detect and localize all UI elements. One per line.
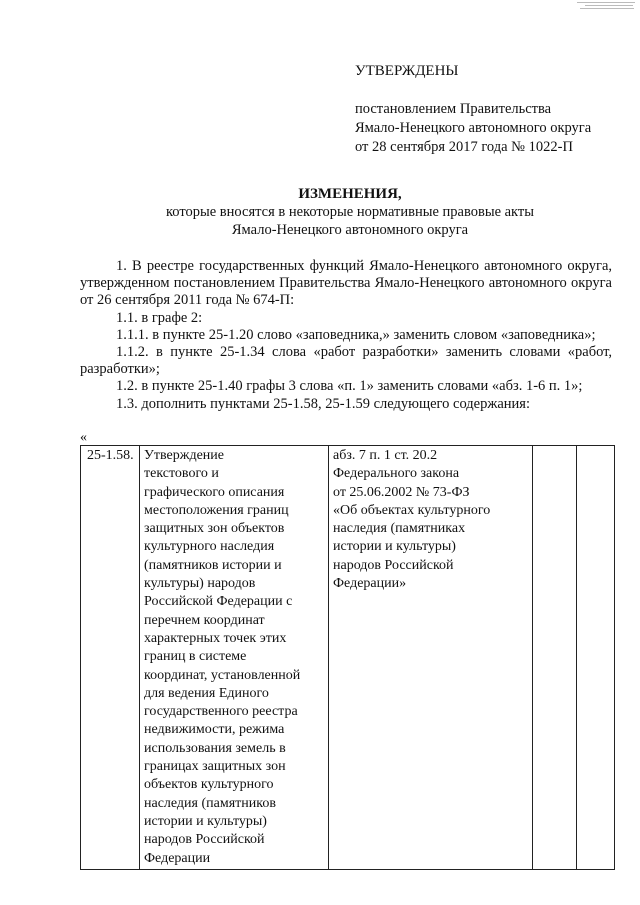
cell-line: Федерации [144, 850, 211, 866]
cell-line: культуры) народов [144, 576, 256, 592]
cell-line: недвижимости, режима [144, 722, 285, 738]
cell-line: абз. 7 п. 1 ст. 20.2 [333, 448, 438, 463]
cell-line: местоположения границ [144, 502, 289, 518]
opening-quote: « [80, 430, 87, 445]
cell-line: для ведения Единого [144, 685, 269, 701]
cell-line: Российской Федерации с [144, 594, 293, 610]
cell-line: от 25.06.2002 № 73-ФЗ [333, 484, 470, 500]
cell-line: границ в системе [144, 649, 247, 665]
cell-line: Федерации» [333, 576, 407, 592]
document-subtitle: которые вносятся в некоторые нормативные правовые акты [165, 204, 534, 220]
cell-function-name [140, 446, 329, 870]
cell-line: народов Российской [333, 557, 454, 573]
cell-empty [577, 446, 615, 870]
cell-line: границах защитных зон [144, 759, 286, 775]
cell-line: «Об объектах культурного [333, 502, 491, 518]
cell-line: использования земель в [144, 740, 286, 756]
cell-number: 25-1.58. [81, 446, 140, 870]
cell-line: истории и культуры) [144, 813, 267, 829]
cell-line: государственного реестра [144, 704, 298, 720]
approval-line: постановлением Правительства [355, 101, 552, 117]
cell-line: наследия (памятниках [333, 521, 466, 537]
cell-line: защитных зон объектов [144, 521, 285, 537]
cell-legal-basis [329, 446, 533, 870]
cell-line: культурного наследия [144, 539, 275, 555]
cell-line: текстового и [144, 466, 219, 482]
approval-heading: УТВЕРЖДЕНЫ [355, 63, 459, 79]
paragraph: 1.1.2. в пункте 25-1.34 слова «работ разработки» заменить словами «работ, разработки»; [80, 344, 612, 378]
cell-line: народов Российской [144, 832, 265, 848]
paragraph: 1.1. в графе 2: [116, 309, 203, 326]
approval-line: Ямало-Ненецкого автономного округа [355, 120, 592, 136]
approval-stamp [355, 62, 635, 157]
cell-line: графического описания [144, 484, 285, 500]
cell-line: координат, установленной [144, 667, 301, 683]
cell-line: наследия (памятников [144, 795, 276, 811]
paragraph: 1.3. дополнить пунктами 25-1.58, 25-1.59 следующего содержания: [116, 395, 531, 412]
table-row [81, 446, 615, 870]
registry-table [80, 445, 615, 870]
document-subtitle: Ямало-Ненецкого автономного округа [231, 222, 469, 238]
paragraph: 1.1.1. в пункте 25-1.20 слово «заповедника,» заменить словом «заповедника»; [116, 326, 596, 343]
cell-line: Федерального закона [333, 466, 460, 482]
cell-line: Утверждение [144, 448, 224, 463]
cell-line: (памятников истории и [144, 557, 282, 573]
cell-line: перечнем координат [144, 612, 265, 628]
paragraph: 1.2. в пункте 25-1.40 графы 3 слова «п. 1» заменить словами «абз. 1-6 п. 1»; [116, 378, 583, 395]
paragraph: 1. В реестре государственных функций Ямало-Ненецкого автономного округа, утвержденном постановлением Правительства Ямало-Ненецкого автономного округа от 26 сентября 2011 года № 674-П: [80, 258, 612, 309]
cell-line: характерных точек этих [144, 630, 287, 646]
document-title-block [80, 185, 620, 239]
document-body [80, 258, 612, 413]
scan-edge-mark [577, 0, 637, 12]
document-title: ИЗМЕНЕНИЯ, [298, 186, 402, 202]
cell-line: истории и культуры) [333, 539, 456, 555]
cell-line: объектов культурного [144, 777, 274, 793]
approval-line: от 28 сентября 2017 года № 1022-П [355, 139, 573, 155]
cell-empty [533, 446, 577, 870]
